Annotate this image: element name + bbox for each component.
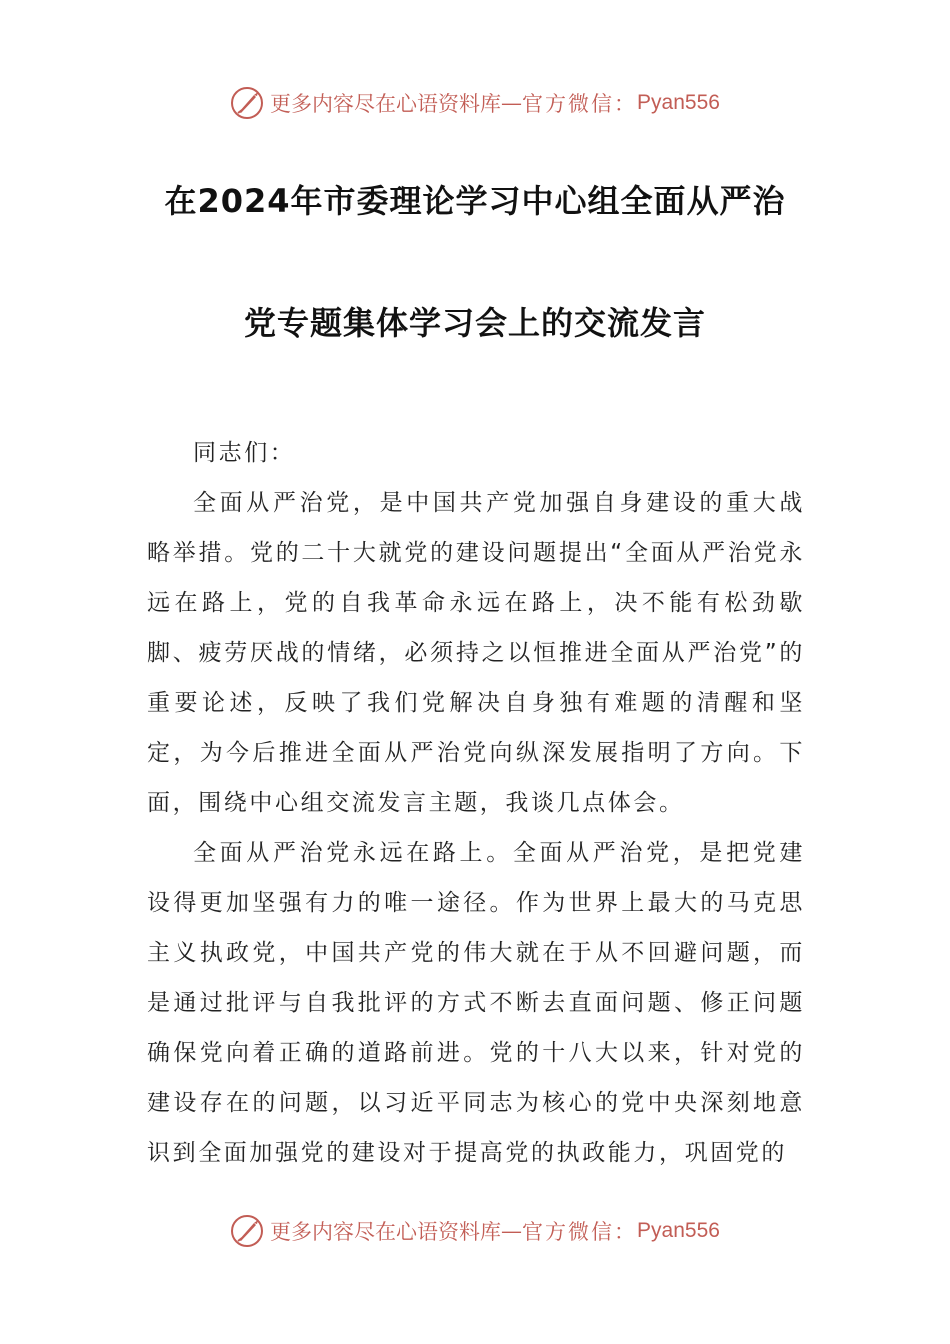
document-title-line-2: 党专题集体学习会上的交流发言 xyxy=(243,304,706,342)
banner-separator: — xyxy=(501,1219,523,1243)
banner-wechat-label: 官方微信： xyxy=(522,1220,638,1244)
banner-wechat-label: 官方微信： xyxy=(522,92,638,116)
body-paragraph: 全面从严治党永远在路上。全面从严治党，是把党建设得更加坚强有力的唯一途径。作为世界上最大的马克思主义执政党，中国共产党的伟大就在于从不回避问题，而是通过批评与自我批评的方式不断去直面问题、修正问题确保党向着正确的道路前进。党的十八大以来，针对党的建设存在的问题，以习近平同志为核心的党中央深刻地意识到全面加强党的建设对于提高党的执政能力，巩固党的 xyxy=(147,840,805,1166)
banner-separator: — xyxy=(501,91,523,115)
footer-banner xyxy=(0,1211,950,1251)
banner-wechat-id: Pyan556 xyxy=(637,1219,720,1242)
banner-text: 更多内容尽在心语资料库 xyxy=(270,1220,502,1244)
banner-wechat-id: Pyan556 xyxy=(637,91,720,114)
quill-logo-icon xyxy=(230,86,264,120)
document-title-line-1: 在2024年市委理论学习中心组全面从严治 xyxy=(164,182,786,220)
body-paragraph: 全面从严治党，是中国共产党加强自身建设的重大战略举措。党的二十大就党的建设问题提出“全面从严治党永远在路上，党的自我革命永远在路上，决不能有松劲歇脚、疲劳厌战的情绪，必须持之以恒推进全面从严治党”的重要论述，反映了我们党解决自身独有难题的清醒和坚定，为今后推进全面从严治党向纵深发展指明了方向。下面，围绕中心组交流发言主题，我谈几点体会。 xyxy=(147,490,805,816)
document-body xyxy=(147,428,805,1178)
quill-logo-icon xyxy=(230,1214,264,1248)
banner-text: 更多内容尽在心语资料库 xyxy=(270,92,502,116)
salutation: 同志们： xyxy=(193,440,296,466)
header-banner xyxy=(0,83,950,123)
